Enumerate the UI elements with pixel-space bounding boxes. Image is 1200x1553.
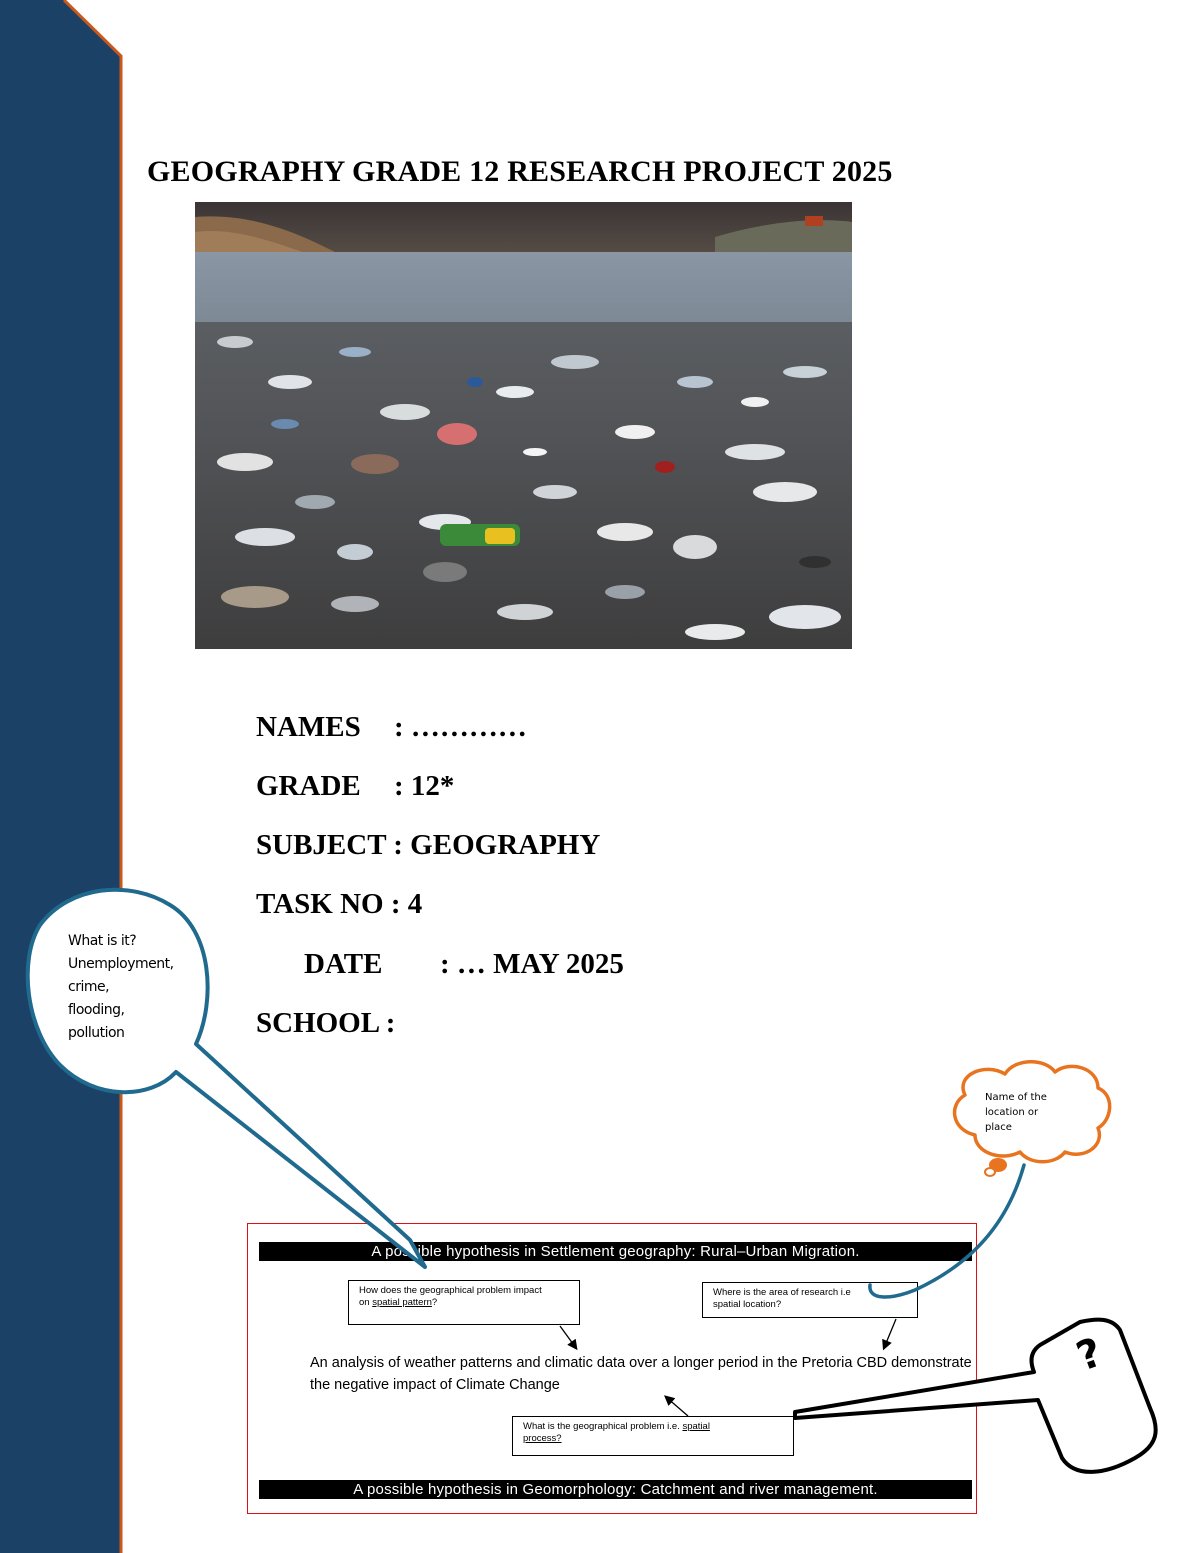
area-question-box: Where is the area of research i.e spatial location?	[702, 1282, 918, 1318]
date-value: : … MAY 2025	[440, 948, 624, 980]
question-mark-icon: ?	[1070, 1329, 1109, 1381]
school-line: SCHOOL :	[256, 1007, 396, 1039]
task-line: TASK NO : 4	[256, 888, 423, 920]
grade-label: GRADE	[256, 770, 361, 802]
problem-question-box: What is the geographical problem i.e. spatial process?	[512, 1416, 794, 1456]
question-tag-shape	[795, 1320, 1156, 1472]
banner-settlement: A possible hypothesis in Settlement geography: Rural–Urban Migration.	[259, 1242, 972, 1261]
names-label: NAMES	[256, 711, 361, 743]
problem-bubble-text: What is it? Unemployment, crime, flooding, pollution	[68, 933, 174, 1041]
impact-question-box: How does the geographical problem impact on spatial pattern?	[348, 1280, 580, 1325]
banner-geomorphology: A possible hypothesis in Geomorphology: Catchment and river management.	[259, 1480, 972, 1499]
names-value: : …………	[394, 711, 527, 743]
location-cloud-text: Name of the location or place	[985, 1092, 1047, 1133]
grade-value: : 12*	[394, 770, 455, 802]
hypothesis-text: An analysis of weather patterns and climatic data over a longer period in the Pretoria CBD demonstrate the negative impact of Climate Change	[310, 1355, 972, 1393]
spatial-pattern-link: spatial pattern	[372, 1297, 432, 1308]
location-connector-line	[870, 1165, 1024, 1297]
subject-line: SUBJECT : GEOGRAPHY	[256, 829, 601, 861]
page-title: GEOGRAPHY GRADE 12 RESEARCH PROJECT 2025	[147, 155, 893, 188]
cloud-dot-small	[985, 1168, 995, 1176]
date-label: DATE	[304, 948, 383, 980]
